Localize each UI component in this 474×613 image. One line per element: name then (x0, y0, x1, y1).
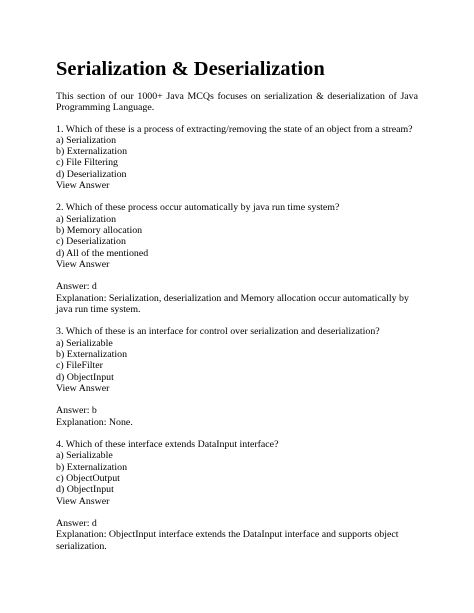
option-b: b) Externalization (56, 146, 128, 158)
option-a: a) Serialization (56, 134, 117, 146)
question-text: 1. Which of these is a process of extracting/removing the state of an object from a stream? (56, 123, 413, 135)
page-title: Serialization & Deserialization (56, 58, 325, 80)
option-a: a) Serialization (56, 213, 117, 225)
view-answer-link[interactable]: View Answer (56, 382, 110, 394)
spacer (56, 507, 418, 518)
explanation-text: Explanation: None. (56, 416, 133, 428)
option-d: d) ObjectInput (56, 484, 114, 496)
option-d: d) All of the mentioned (56, 247, 149, 259)
question-3 (56, 326, 418, 428)
spacer (56, 394, 418, 405)
explanation-text: Explanation: Serialization, deserialization and Memory allocation occur automatically by java run time system. (56, 292, 409, 316)
option-a: a) Serializable (56, 450, 113, 462)
view-answer-link[interactable]: View Answer (56, 258, 110, 270)
view-answer-link[interactable]: View Answer (56, 495, 110, 507)
option-c: c) File Filtering (56, 157, 118, 169)
intro-paragraph: This section of our 1000+ Java MCQs focuses on serialization & deserialization of Java Programming Language. (56, 91, 418, 114)
option-b: b) Memory allocation (56, 224, 143, 236)
answer-text: Answer: d (56, 518, 97, 530)
document-page (56, 57, 418, 563)
option-b: b) Externalization (56, 348, 128, 360)
answer-text: Answer: d (56, 281, 97, 293)
question-4 (56, 439, 418, 552)
question-text: 3. Which of these is an interface for control over serialization and deserialization? (56, 326, 380, 338)
question-text: 4. Which of these interface extends DataInput interface? (56, 439, 279, 451)
answer-text: Answer: b (56, 405, 97, 417)
option-a: a) Serializable (56, 337, 113, 349)
view-answer-link[interactable]: View Answer (56, 180, 110, 192)
question-1 (56, 124, 418, 192)
question-2 (56, 202, 418, 315)
option-d: d) Deserialization (56, 168, 127, 180)
option-b: b) Externalization (56, 461, 128, 473)
option-c: c) Deserialization (56, 236, 126, 248)
option-c: c) FileFilter (56, 360, 103, 372)
spacer (56, 270, 418, 281)
option-c: c) ObjectOutput (56, 472, 120, 484)
option-d: d) ObjectInput (56, 371, 114, 383)
question-text: 2. Which of these process occur automatically by java run time system? (56, 202, 340, 214)
explanation-text: Explanation: ObjectInput interface extends the DataInput interface and supports object serialization. (56, 529, 399, 552)
